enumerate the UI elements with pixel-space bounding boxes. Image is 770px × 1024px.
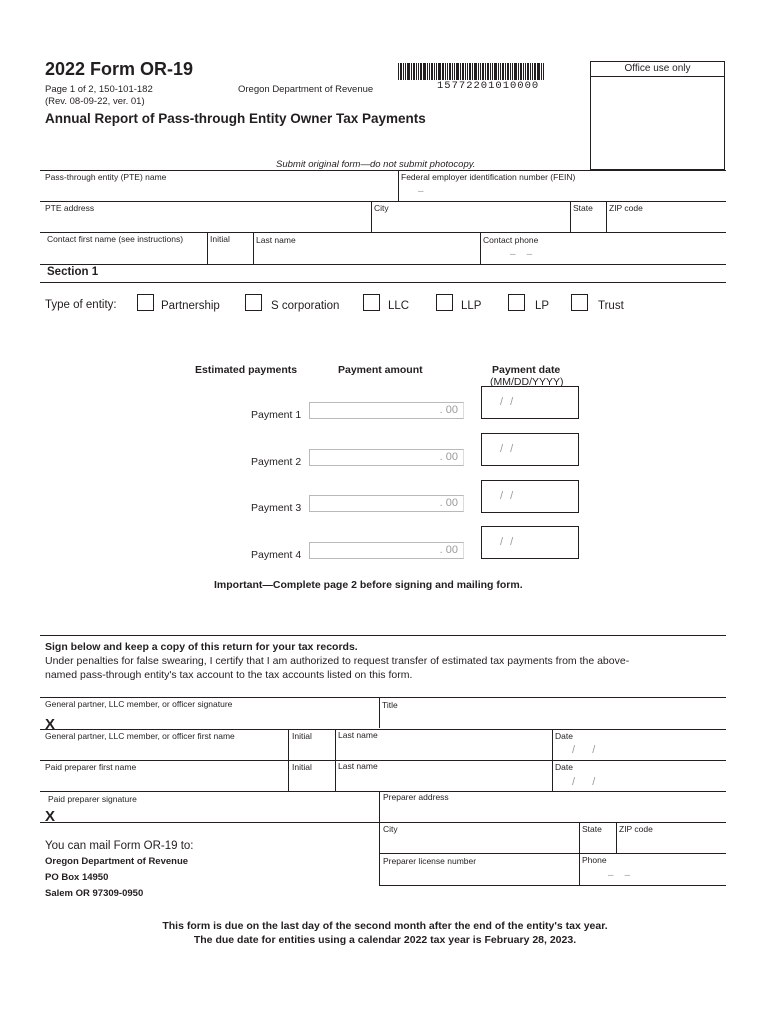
payment-3-label: Payment 3	[251, 502, 302, 514]
trust-checkbox[interactable]	[571, 294, 588, 311]
llp-label: LLP	[461, 300, 482, 312]
preparer-zip-field[interactable]	[618, 834, 726, 853]
mail-line2: PO Box 14950	[45, 872, 109, 883]
preparer-city-field[interactable]	[381, 834, 577, 853]
barcode-bar	[485, 63, 486, 80]
lp-checkbox[interactable]	[508, 294, 525, 311]
preparer-address-label: Preparer address	[383, 792, 449, 802]
barcode-bar	[527, 63, 529, 80]
footer-line1: This form is due on the last day of the second month after the end of the entity's tax year.	[162, 920, 608, 932]
barcode-bar	[427, 63, 428, 80]
contact-phone-field[interactable]	[482, 244, 726, 263]
barcode-bar	[407, 63, 410, 80]
barcode-number: 15772201010000	[437, 80, 540, 92]
sign-heading: Sign below and keep a copy of this return for your tax records.	[45, 641, 358, 653]
s-corporation-checkbox[interactable]	[245, 294, 262, 311]
barcode-bar	[456, 63, 459, 80]
pte-name-field[interactable]	[44, 181, 394, 200]
barcode-bar	[487, 63, 489, 80]
barcode-bar	[500, 63, 501, 80]
preparer-signature-field[interactable]	[60, 803, 375, 822]
office-use-label: Office use only	[591, 63, 724, 77]
trust-label: Trust	[598, 300, 624, 312]
barcode-bar	[510, 63, 511, 80]
date-placeholder: / /	[500, 443, 516, 455]
revision-info: (Rev. 08-09-22, ver. 01)	[45, 96, 145, 107]
divider	[40, 201, 726, 202]
preparer-initial-field[interactable]	[290, 772, 333, 791]
fein-field[interactable]	[400, 181, 726, 200]
barcode-bar	[434, 63, 435, 80]
barcode-bar	[514, 63, 517, 80]
barcode-bar	[420, 63, 422, 80]
city-field[interactable]	[373, 212, 567, 231]
declaration-line1: Under penalties for false swearing, I certify that I am authorized to request transfer of estimated tax payments from the above-	[45, 655, 630, 667]
preparer-date-placeholder: / /	[572, 776, 598, 788]
payment-amount-header: Payment amount	[338, 364, 423, 376]
signer-signature-label: General partner, LLC member, or officer signature	[45, 699, 233, 709]
barcode-bar	[482, 63, 484, 80]
divider	[579, 822, 580, 853]
payment-2-label: Payment 2	[251, 456, 302, 468]
preparer-city-label: City	[383, 824, 398, 834]
barcode-bar	[512, 63, 513, 80]
divider	[606, 201, 607, 232]
preparer-first-label: Paid preparer first name	[45, 762, 137, 772]
barcode-bar	[523, 63, 524, 80]
barcode-bar	[460, 63, 461, 80]
barcode-image	[398, 63, 545, 80]
mail-line1: Oregon Department of Revenue	[45, 856, 189, 867]
barcode-bar	[507, 63, 509, 80]
preparer-license-label: Preparer license number	[383, 856, 477, 866]
divider	[398, 170, 399, 201]
payment-1-amount-input[interactable]	[309, 402, 464, 419]
barcode-bar	[447, 63, 448, 80]
payment-1-label: Payment 1	[251, 409, 302, 421]
department-name: Oregon Department of Revenue	[238, 84, 374, 95]
barcode-bar	[405, 63, 406, 80]
divider	[40, 729, 726, 730]
divider	[379, 853, 726, 854]
title-field[interactable]	[381, 708, 726, 728]
divider	[379, 697, 380, 728]
divider	[40, 264, 726, 265]
barcode-bar	[436, 63, 437, 80]
divider	[371, 201, 372, 232]
divider	[40, 170, 726, 171]
signer-signature-field[interactable]	[60, 708, 375, 728]
barcode-bar	[449, 63, 451, 80]
payment-2-date-input[interactable]	[481, 433, 579, 466]
payment-date-format: (MM/DD/YYYY)	[490, 376, 564, 388]
preparer-phone-label: Phone	[582, 855, 607, 865]
last-name-field[interactable]	[255, 244, 478, 263]
preparer-initial-label: Initial	[292, 762, 312, 772]
page-info: Page 1 of 2, 150-101-182	[45, 84, 153, 95]
payment-4-date-input[interactable]	[481, 526, 579, 559]
barcode-bar	[454, 63, 455, 80]
barcode-bar	[478, 63, 479, 80]
barcode-bar	[492, 63, 493, 80]
date-placeholder: / /	[500, 396, 516, 408]
llp-checkbox[interactable]	[436, 294, 453, 311]
signer-date-label: Date	[555, 731, 573, 741]
barcode-bar	[498, 63, 499, 80]
section1-title: Section 1	[47, 266, 99, 278]
initial-label: Initial	[210, 234, 230, 244]
divider	[40, 282, 726, 283]
barcode-bar	[467, 63, 468, 80]
divider	[552, 729, 553, 760]
barcode-bar	[490, 63, 491, 80]
barcode-bar	[438, 63, 441, 80]
s-corporation-label: S corporation	[271, 300, 340, 312]
divider	[379, 822, 726, 823]
payment-4-label: Payment 4	[251, 549, 302, 561]
cents-placeholder: . 00	[439, 497, 458, 509]
barcode-bar	[465, 63, 466, 80]
barcode-bar	[400, 63, 402, 80]
barcode-bar	[429, 63, 430, 80]
barcode-bar	[474, 63, 477, 80]
divider	[207, 232, 208, 264]
barcode-bar	[480, 63, 481, 80]
barcode-bar	[518, 63, 519, 80]
cents-placeholder: . 00	[439, 451, 458, 463]
divider	[40, 822, 379, 823]
cents-placeholder: . 00	[439, 404, 458, 416]
preparer-address-field[interactable]	[381, 802, 726, 821]
barcode-bar	[403, 63, 404, 80]
signer-initial-label: Initial	[292, 731, 312, 741]
payment-3-amount-input[interactable]	[309, 495, 464, 512]
divider	[288, 760, 289, 791]
last-name-label: Last name	[256, 235, 296, 245]
preparer-x-mark: X	[45, 808, 56, 825]
zip-field[interactable]	[608, 212, 726, 231]
entity-type-label: Type of entity:	[45, 299, 117, 311]
signer-date-field[interactable]	[554, 741, 726, 760]
form-title: 2022 Form OR-19	[45, 59, 194, 79]
preparer-state-field[interactable]	[581, 834, 614, 853]
barcode-bar	[445, 63, 446, 80]
preparer-state-label: State	[582, 824, 602, 834]
barcode-bar	[411, 63, 412, 80]
barcode-bar	[494, 63, 497, 80]
important-note: Important—Complete page 2 before signing and mailing form.	[214, 579, 523, 591]
pte-name-label: Pass-through entity (PTE) name	[45, 172, 167, 182]
barcode-bar	[537, 63, 540, 80]
date-placeholder: / /	[500, 490, 516, 502]
divider	[379, 791, 380, 885]
partnership-label: Partnership	[161, 300, 220, 312]
signer-last-field[interactable]	[337, 741, 550, 760]
date-placeholder: / /	[500, 536, 516, 548]
signer-initial-field[interactable]	[290, 741, 333, 760]
fein-separator: –	[418, 186, 424, 197]
divider	[253, 232, 254, 264]
divider	[552, 760, 553, 791]
mail-line3: Salem OR 97309-0950	[45, 888, 144, 899]
pte-address-label: PTE address	[45, 203, 95, 213]
contact-phone-label: Contact phone	[483, 235, 539, 245]
payment-3-date-input[interactable]	[481, 480, 579, 513]
divider	[616, 822, 617, 853]
contact-first-field[interactable]	[44, 244, 204, 263]
divider	[335, 760, 336, 791]
divider	[288, 729, 289, 760]
preparer-zip-label: ZIP code	[619, 824, 653, 834]
preparer-first-field[interactable]	[44, 772, 284, 791]
signature-x-mark: X	[45, 716, 56, 733]
signer-date-placeholder: / /	[572, 744, 598, 756]
preparer-license-field[interactable]	[381, 866, 577, 884]
phone-separators: – –	[510, 249, 533, 260]
divider	[480, 232, 481, 264]
divider	[40, 697, 726, 698]
barcode-bar	[469, 63, 471, 80]
declaration-line2: named pass-through entity's tax account to the tax accounts listed on this form.	[45, 669, 413, 681]
divider	[40, 635, 726, 636]
barcode-bar	[462, 63, 464, 80]
cents-placeholder: . 00	[439, 544, 458, 556]
partnership-checkbox[interactable]	[137, 294, 154, 311]
barcode-bar	[525, 63, 526, 80]
signer-first-field[interactable]	[44, 741, 284, 760]
state-label: State	[573, 203, 593, 213]
fein-label: Federal employer identification number (FEIN)	[401, 172, 576, 182]
divider	[40, 232, 726, 233]
divider	[579, 853, 580, 885]
barcode-bar	[541, 63, 542, 80]
barcode-bar	[532, 63, 533, 80]
barcode-bar	[398, 63, 399, 80]
zip-label: ZIP code	[609, 203, 643, 213]
divider	[570, 201, 571, 232]
office-use-box	[590, 61, 725, 170]
barcode-bar	[505, 63, 506, 80]
barcode-bar	[520, 63, 522, 80]
report-title: Annual Report of Pass-through Entity Owner Tax Payments	[45, 111, 426, 126]
preparer-last-label: Last name	[338, 761, 378, 771]
divider	[335, 729, 336, 760]
divider	[40, 760, 726, 761]
barcode-bar	[416, 63, 417, 80]
barcode-bar	[502, 63, 504, 80]
barcode-bar	[534, 63, 536, 80]
city-label: City	[374, 203, 389, 213]
preparer-date-field[interactable]	[554, 772, 726, 791]
signer-last-label: Last name	[338, 730, 378, 740]
barcode-bar	[472, 63, 473, 80]
preparer-last-field[interactable]	[337, 772, 550, 791]
contact-first-label: Contact first name (see instructions)	[47, 234, 184, 244]
payment-date-header: Payment date	[492, 364, 561, 376]
preparer-phone-field[interactable]	[581, 866, 726, 884]
mail-intro: You can mail Form OR-19 to:	[45, 840, 194, 852]
barcode-bar	[431, 63, 433, 80]
preparer-phone-separators: – –	[608, 870, 631, 881]
estimated-payments-header: Estimated payments	[195, 364, 298, 376]
preparer-date-label: Date	[555, 762, 573, 772]
title-label: Title	[382, 700, 398, 710]
payment-2-amount-input[interactable]	[309, 449, 464, 466]
preparer-signature-label: Paid preparer signature	[48, 794, 137, 804]
payment-4-amount-input[interactable]	[309, 542, 464, 559]
footer-line2: The due date for entities using a calendar 2022 tax year is February 28, 2023.	[193, 934, 577, 946]
lp-label: LP	[535, 300, 550, 312]
barcode-bar	[543, 63, 544, 80]
barcode-bar	[413, 63, 415, 80]
barcode-bar	[452, 63, 453, 80]
initial-field[interactable]	[209, 244, 251, 263]
signer-first-label: General partner, LLC member, or officer first name	[45, 731, 235, 741]
barcode-bar	[442, 63, 444, 80]
barcode-bar	[423, 63, 426, 80]
barcode-bar	[418, 63, 419, 80]
llc-label: LLC	[388, 300, 410, 312]
divider	[379, 885, 726, 886]
state-field[interactable]	[572, 212, 604, 231]
pte-address-field[interactable]	[44, 212, 369, 231]
submit-note: Submit original form—do not submit photocopy.	[276, 159, 476, 170]
llc-checkbox[interactable]	[363, 294, 380, 311]
payment-1-date-input[interactable]	[481, 386, 579, 419]
barcode-bar	[530, 63, 531, 80]
